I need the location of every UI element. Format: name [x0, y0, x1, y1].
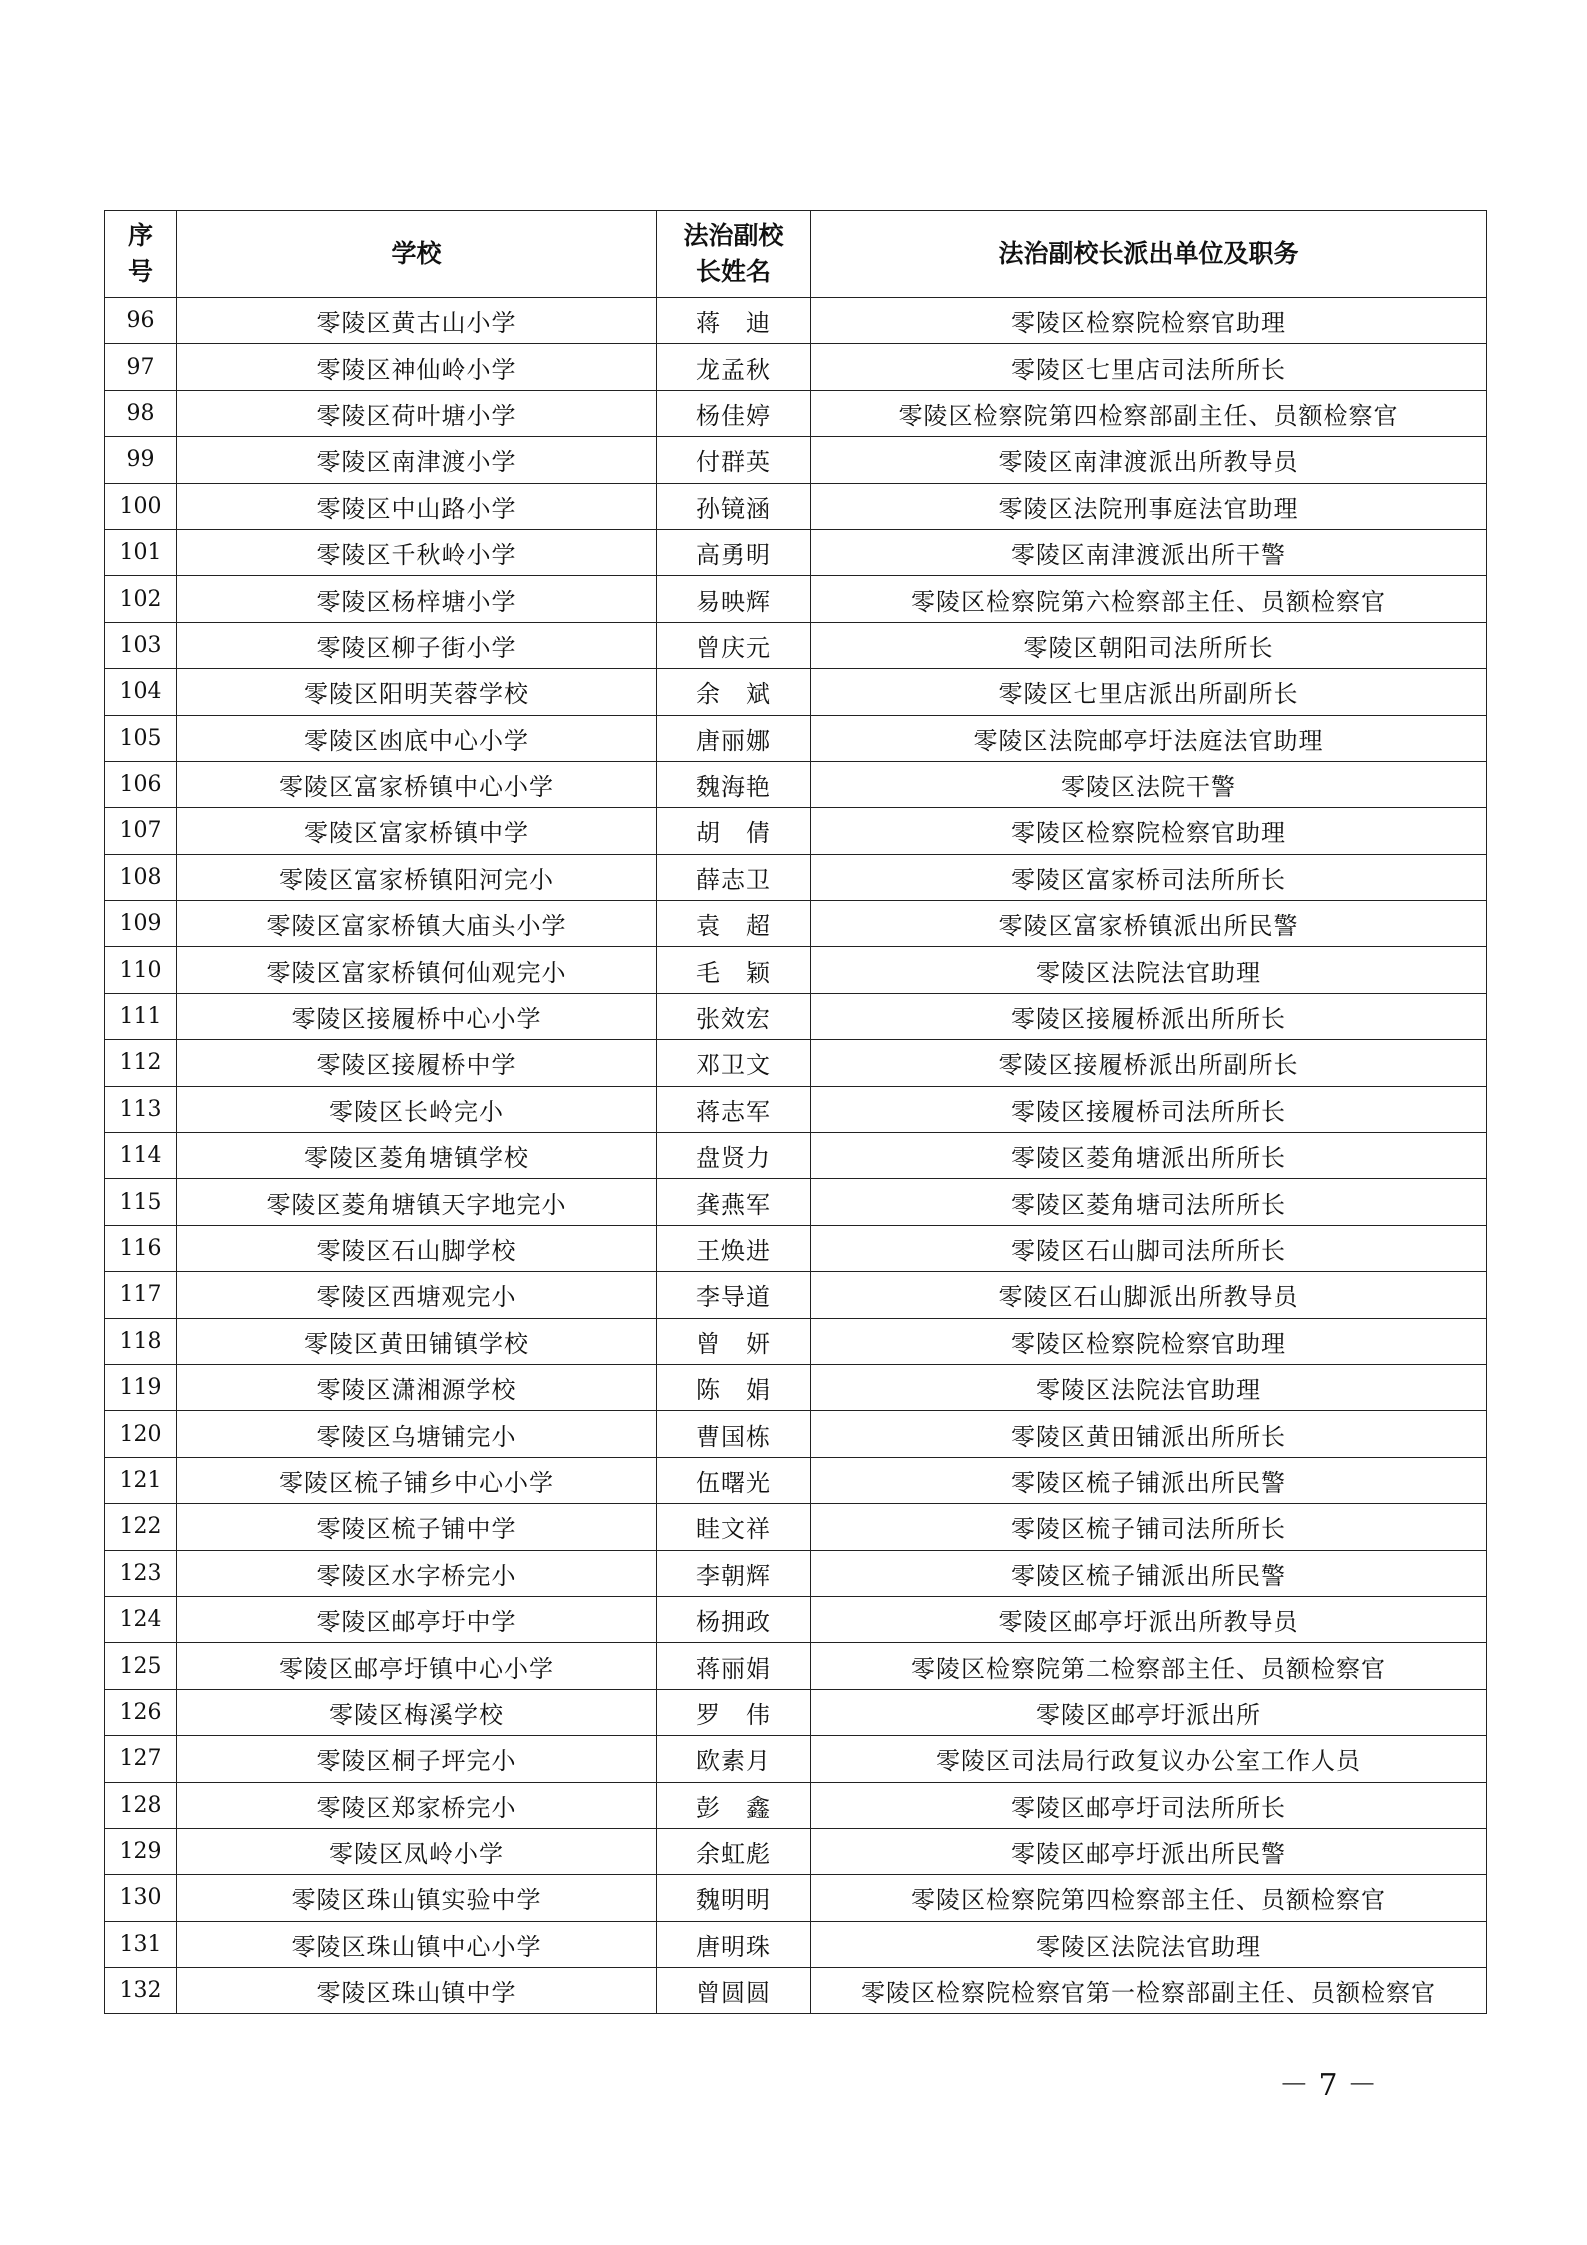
cell-dispatch-unit-position: 零陵区法院刑事庭法官助理: [811, 483, 1487, 529]
cell-school: 零陵区菱角塘镇学校: [177, 1133, 657, 1179]
cell-school: 零陵区富家桥镇阳河完小: [177, 854, 657, 900]
table-row: [105, 1411, 1487, 1457]
cell-school: 零陵区杨梓塘小学: [177, 576, 657, 622]
cell-vice-principal-name: 蒋志军: [657, 1086, 811, 1132]
cell-dispatch-unit-position: 零陵区七里店司法所所长: [811, 344, 1487, 390]
cell-school: 零陵区乌塘铺完小: [177, 1411, 657, 1457]
table-row: [105, 808, 1487, 854]
cell-school: 零陵区阳明芙蓉学校: [177, 669, 657, 715]
cell-vice-principal-name: 薛志卫: [657, 854, 811, 900]
table-row: [105, 1457, 1487, 1503]
cell-school: 零陵区菱角塘镇天字地完小: [177, 1179, 657, 1225]
table-row: [105, 1040, 1487, 1086]
cell-dispatch-unit-position: 零陵区法院法官助理: [811, 1364, 1487, 1410]
cell-dispatch-unit-position: 零陵区法院法官助理: [811, 947, 1487, 993]
table-row: [105, 1921, 1487, 1967]
cell-school: 零陵区梳子铺乡中心小学: [177, 1457, 657, 1503]
cell-dispatch-unit-position: 零陵区梳子铺司法所所长: [811, 1504, 1487, 1550]
cell-dispatch-unit-position: 零陵区邮亭圩派出所教导员: [811, 1596, 1487, 1642]
cell-dispatch-unit-position: 零陵区石山脚派出所教导员: [811, 1272, 1487, 1318]
cell-serial-number: 97: [105, 344, 177, 390]
cell-school: 零陵区黄田铺镇学校: [177, 1318, 657, 1364]
cell-dispatch-unit-position: 零陵区检察院第二检察部主任、员额检察官: [811, 1643, 1487, 1689]
cell-school: 零陵区潇湘源学校: [177, 1364, 657, 1410]
cell-school: 零陵区凼底中心小学: [177, 715, 657, 761]
cell-serial-number: 117: [105, 1272, 177, 1318]
cell-dispatch-unit-position: 零陵区南津渡派出所干警: [811, 529, 1487, 575]
cell-vice-principal-name: 王焕进: [657, 1225, 811, 1271]
header-serial-number: 序 号: [105, 211, 177, 298]
cell-dispatch-unit-position: 零陵区法院法官助理: [811, 1921, 1487, 1967]
cell-school: 零陵区富家桥镇中学: [177, 808, 657, 854]
cell-vice-principal-name: 高勇明: [657, 529, 811, 575]
table-row: [105, 298, 1487, 344]
cell-school: 零陵区千秋岭小学: [177, 529, 657, 575]
table-row: [105, 993, 1487, 1039]
cell-vice-principal-name: 彭 鑫: [657, 1782, 811, 1828]
cell-school: 零陵区黄古山小学: [177, 298, 657, 344]
cell-serial-number: 128: [105, 1782, 177, 1828]
cell-school: 零陵区郑家桥完小: [177, 1782, 657, 1828]
header-dispatch-unit-position: 法治副校长派出单位及职务: [811, 211, 1487, 298]
cell-serial-number: 121: [105, 1457, 177, 1503]
table-row: [105, 1596, 1487, 1642]
header-school: 学校: [177, 211, 657, 298]
cell-serial-number: 118: [105, 1318, 177, 1364]
cell-vice-principal-name: 唐丽娜: [657, 715, 811, 761]
table-row: [105, 1643, 1487, 1689]
cell-vice-principal-name: 余 斌: [657, 669, 811, 715]
cell-vice-principal-name: 唐明珠: [657, 1921, 811, 1967]
cell-dispatch-unit-position: 零陵区邮亭圩派出所民警: [811, 1828, 1487, 1874]
table-row: [105, 1086, 1487, 1132]
table-row: [105, 437, 1487, 483]
table-row: [105, 529, 1487, 575]
cell-dispatch-unit-position: 零陵区菱角塘司法所所长: [811, 1179, 1487, 1225]
cell-serial-number: 130: [105, 1875, 177, 1921]
cell-dispatch-unit-position: 零陵区检察院检察官助理: [811, 808, 1487, 854]
cell-vice-principal-name: 余虹彪: [657, 1828, 811, 1874]
table-row: [105, 1550, 1487, 1596]
cell-vice-principal-name: 陈 娟: [657, 1364, 811, 1410]
cell-dispatch-unit-position: 零陵区邮亭圩派出所: [811, 1689, 1487, 1735]
table-row: [105, 1736, 1487, 1782]
cell-serial-number: 112: [105, 1040, 177, 1086]
cell-vice-principal-name: 龚燕军: [657, 1179, 811, 1225]
table-row: [105, 1179, 1487, 1225]
table-row: [105, 344, 1487, 390]
cell-vice-principal-name: 欧素月: [657, 1736, 811, 1782]
cell-school: 零陵区富家桥镇中心小学: [177, 761, 657, 807]
cell-school: 零陵区富家桥镇大庙头小学: [177, 901, 657, 947]
cell-serial-number: 96: [105, 298, 177, 344]
cell-serial-number: 108: [105, 854, 177, 900]
header-vice-principal-name: 法治副校 长姓名: [657, 211, 811, 298]
cell-vice-principal-name: 付群英: [657, 437, 811, 483]
cell-vice-principal-name: 邓卫文: [657, 1040, 811, 1086]
table-row: [105, 1225, 1487, 1271]
table-body: [105, 298, 1487, 2014]
cell-serial-number: 126: [105, 1689, 177, 1735]
cell-vice-principal-name: 李导道: [657, 1272, 811, 1318]
cell-school: 零陵区凤岭小学: [177, 1828, 657, 1874]
table-row: [105, 761, 1487, 807]
table-row: [105, 1272, 1487, 1318]
cell-serial-number: 102: [105, 576, 177, 622]
cell-vice-principal-name: 杨拥政: [657, 1596, 811, 1642]
cell-dispatch-unit-position: 零陵区法院邮亭圩法庭法官助理: [811, 715, 1487, 761]
cell-vice-principal-name: 魏海艳: [657, 761, 811, 807]
cell-vice-principal-name: 曾庆元: [657, 622, 811, 668]
table-row: [105, 854, 1487, 900]
cell-serial-number: 114: [105, 1133, 177, 1179]
table-row: [105, 483, 1487, 529]
cell-vice-principal-name: 易映辉: [657, 576, 811, 622]
cell-dispatch-unit-position: 零陵区检察院检察官第一检察部副主任、员额检察官: [811, 1968, 1487, 2014]
table-row: [105, 669, 1487, 715]
appointment-table: [104, 210, 1487, 2014]
table-row: [105, 1364, 1487, 1410]
cell-dispatch-unit-position: 零陵区检察院第六检察部主任、员额检察官: [811, 576, 1487, 622]
cell-school: 零陵区荷叶塘小学: [177, 390, 657, 436]
cell-vice-principal-name: 盘贤力: [657, 1133, 811, 1179]
cell-school: 零陵区珠山镇中学: [177, 1968, 657, 2014]
cell-serial-number: 125: [105, 1643, 177, 1689]
cell-vice-principal-name: 龙孟秋: [657, 344, 811, 390]
cell-serial-number: 110: [105, 947, 177, 993]
cell-school: 零陵区珠山镇中心小学: [177, 1921, 657, 1967]
cell-serial-number: 120: [105, 1411, 177, 1457]
cell-serial-number: 103: [105, 622, 177, 668]
table-row: [105, 1504, 1487, 1550]
table-row: [105, 576, 1487, 622]
cell-serial-number: 106: [105, 761, 177, 807]
cell-school: 零陵区水字桥完小: [177, 1550, 657, 1596]
table-row: [105, 901, 1487, 947]
cell-serial-number: 123: [105, 1550, 177, 1596]
cell-vice-principal-name: 曾 妍: [657, 1318, 811, 1364]
cell-dispatch-unit-position: 零陵区菱角塘派出所所长: [811, 1133, 1487, 1179]
cell-serial-number: 98: [105, 390, 177, 436]
cell-dispatch-unit-position: 零陵区富家桥镇派出所民警: [811, 901, 1487, 947]
page-number: － 7 －: [1278, 2068, 1378, 2103]
cell-vice-principal-name: 伍曙光: [657, 1457, 811, 1503]
table-header-row: [105, 211, 1487, 298]
cell-serial-number: 105: [105, 715, 177, 761]
cell-school: 零陵区长岭完小: [177, 1086, 657, 1132]
cell-dispatch-unit-position: 零陵区接履桥派出所副所长: [811, 1040, 1487, 1086]
cell-vice-principal-name: 眭文祥: [657, 1504, 811, 1550]
cell-serial-number: 131: [105, 1921, 177, 1967]
cell-dispatch-unit-position: 零陵区检察院第四检察部主任、员额检察官: [811, 1875, 1487, 1921]
table-row: [105, 1782, 1487, 1828]
cell-dispatch-unit-position: 零陵区富家桥司法所所长: [811, 854, 1487, 900]
cell-serial-number: 115: [105, 1179, 177, 1225]
cell-serial-number: 99: [105, 437, 177, 483]
cell-serial-number: 129: [105, 1828, 177, 1874]
cell-dispatch-unit-position: 零陵区梳子铺派出所民警: [811, 1457, 1487, 1503]
cell-serial-number: 109: [105, 901, 177, 947]
cell-school: 零陵区接履桥中心小学: [177, 993, 657, 1039]
table-row: [105, 1968, 1487, 2014]
cell-serial-number: 104: [105, 669, 177, 715]
table-row: [105, 1133, 1487, 1179]
table-row: [105, 622, 1487, 668]
cell-serial-number: 111: [105, 993, 177, 1039]
cell-school: 零陵区桐子坪完小: [177, 1736, 657, 1782]
cell-school: 零陵区石山脚学校: [177, 1225, 657, 1271]
table-row: [105, 715, 1487, 761]
cell-vice-principal-name: 罗 伟: [657, 1689, 811, 1735]
cell-school: 零陵区邮亭圩中学: [177, 1596, 657, 1642]
cell-serial-number: 119: [105, 1364, 177, 1410]
cell-school: 零陵区中山路小学: [177, 483, 657, 529]
table-row: [105, 1318, 1487, 1364]
cell-serial-number: 107: [105, 808, 177, 854]
cell-vice-principal-name: 孙镜涵: [657, 483, 811, 529]
cell-school: 零陵区南津渡小学: [177, 437, 657, 483]
cell-vice-principal-name: 蒋 迪: [657, 298, 811, 344]
cell-serial-number: 122: [105, 1504, 177, 1550]
cell-dispatch-unit-position: 零陵区七里店派出所副所长: [811, 669, 1487, 715]
cell-serial-number: 101: [105, 529, 177, 575]
cell-dispatch-unit-position: 零陵区接履桥派出所所长: [811, 993, 1487, 1039]
cell-school: 零陵区柳子街小学: [177, 622, 657, 668]
cell-vice-principal-name: 毛 颖: [657, 947, 811, 993]
cell-dispatch-unit-position: 零陵区黄田铺派出所所长: [811, 1411, 1487, 1457]
cell-dispatch-unit-position: 零陵区接履桥司法所所长: [811, 1086, 1487, 1132]
cell-serial-number: 113: [105, 1086, 177, 1132]
cell-dispatch-unit-position: 零陵区司法局行政复议办公室工作人员: [811, 1736, 1487, 1782]
cell-dispatch-unit-position: 零陵区法院干警: [811, 761, 1487, 807]
table-row: [105, 390, 1487, 436]
cell-school: 零陵区接履桥中学: [177, 1040, 657, 1086]
cell-vice-principal-name: 杨佳婷: [657, 390, 811, 436]
cell-serial-number: 127: [105, 1736, 177, 1782]
cell-serial-number: 116: [105, 1225, 177, 1271]
cell-dispatch-unit-position: 零陵区南津渡派出所教导员: [811, 437, 1487, 483]
cell-school: 零陵区富家桥镇何仙观完小: [177, 947, 657, 993]
cell-serial-number: 124: [105, 1596, 177, 1642]
cell-dispatch-unit-position: 零陵区石山脚司法所所长: [811, 1225, 1487, 1271]
cell-vice-principal-name: 曹国栋: [657, 1411, 811, 1457]
cell-dispatch-unit-position: 零陵区检察院检察官助理: [811, 298, 1487, 344]
cell-vice-principal-name: 袁 超: [657, 901, 811, 947]
cell-vice-principal-name: 魏明明: [657, 1875, 811, 1921]
cell-vice-principal-name: 胡 倩: [657, 808, 811, 854]
cell-school: 零陵区梳子铺中学: [177, 1504, 657, 1550]
cell-dispatch-unit-position: 零陵区检察院检察官助理: [811, 1318, 1487, 1364]
cell-school: 零陵区珠山镇实验中学: [177, 1875, 657, 1921]
cell-school: 零陵区邮亭圩镇中心小学: [177, 1643, 657, 1689]
cell-vice-principal-name: 曾圆圆: [657, 1968, 811, 2014]
cell-dispatch-unit-position: 零陵区检察院第四检察部副主任、员额检察官: [811, 390, 1487, 436]
cell-school: 零陵区梅溪学校: [177, 1689, 657, 1735]
table-row: [105, 1875, 1487, 1921]
cell-dispatch-unit-position: 零陵区梳子铺派出所民警: [811, 1550, 1487, 1596]
cell-school: 零陵区神仙岭小学: [177, 344, 657, 390]
table-row: [105, 947, 1487, 993]
table-row: [105, 1828, 1487, 1874]
cell-dispatch-unit-position: 零陵区邮亭圩司法所所长: [811, 1782, 1487, 1828]
cell-dispatch-unit-position: 零陵区朝阳司法所所长: [811, 622, 1487, 668]
cell-vice-principal-name: 李朝辉: [657, 1550, 811, 1596]
cell-serial-number: 100: [105, 483, 177, 529]
cell-vice-principal-name: 蒋丽娟: [657, 1643, 811, 1689]
cell-serial-number: 132: [105, 1968, 177, 2014]
cell-vice-principal-name: 张效宏: [657, 993, 811, 1039]
table-row: [105, 1689, 1487, 1735]
cell-school: 零陵区西塘观完小: [177, 1272, 657, 1318]
